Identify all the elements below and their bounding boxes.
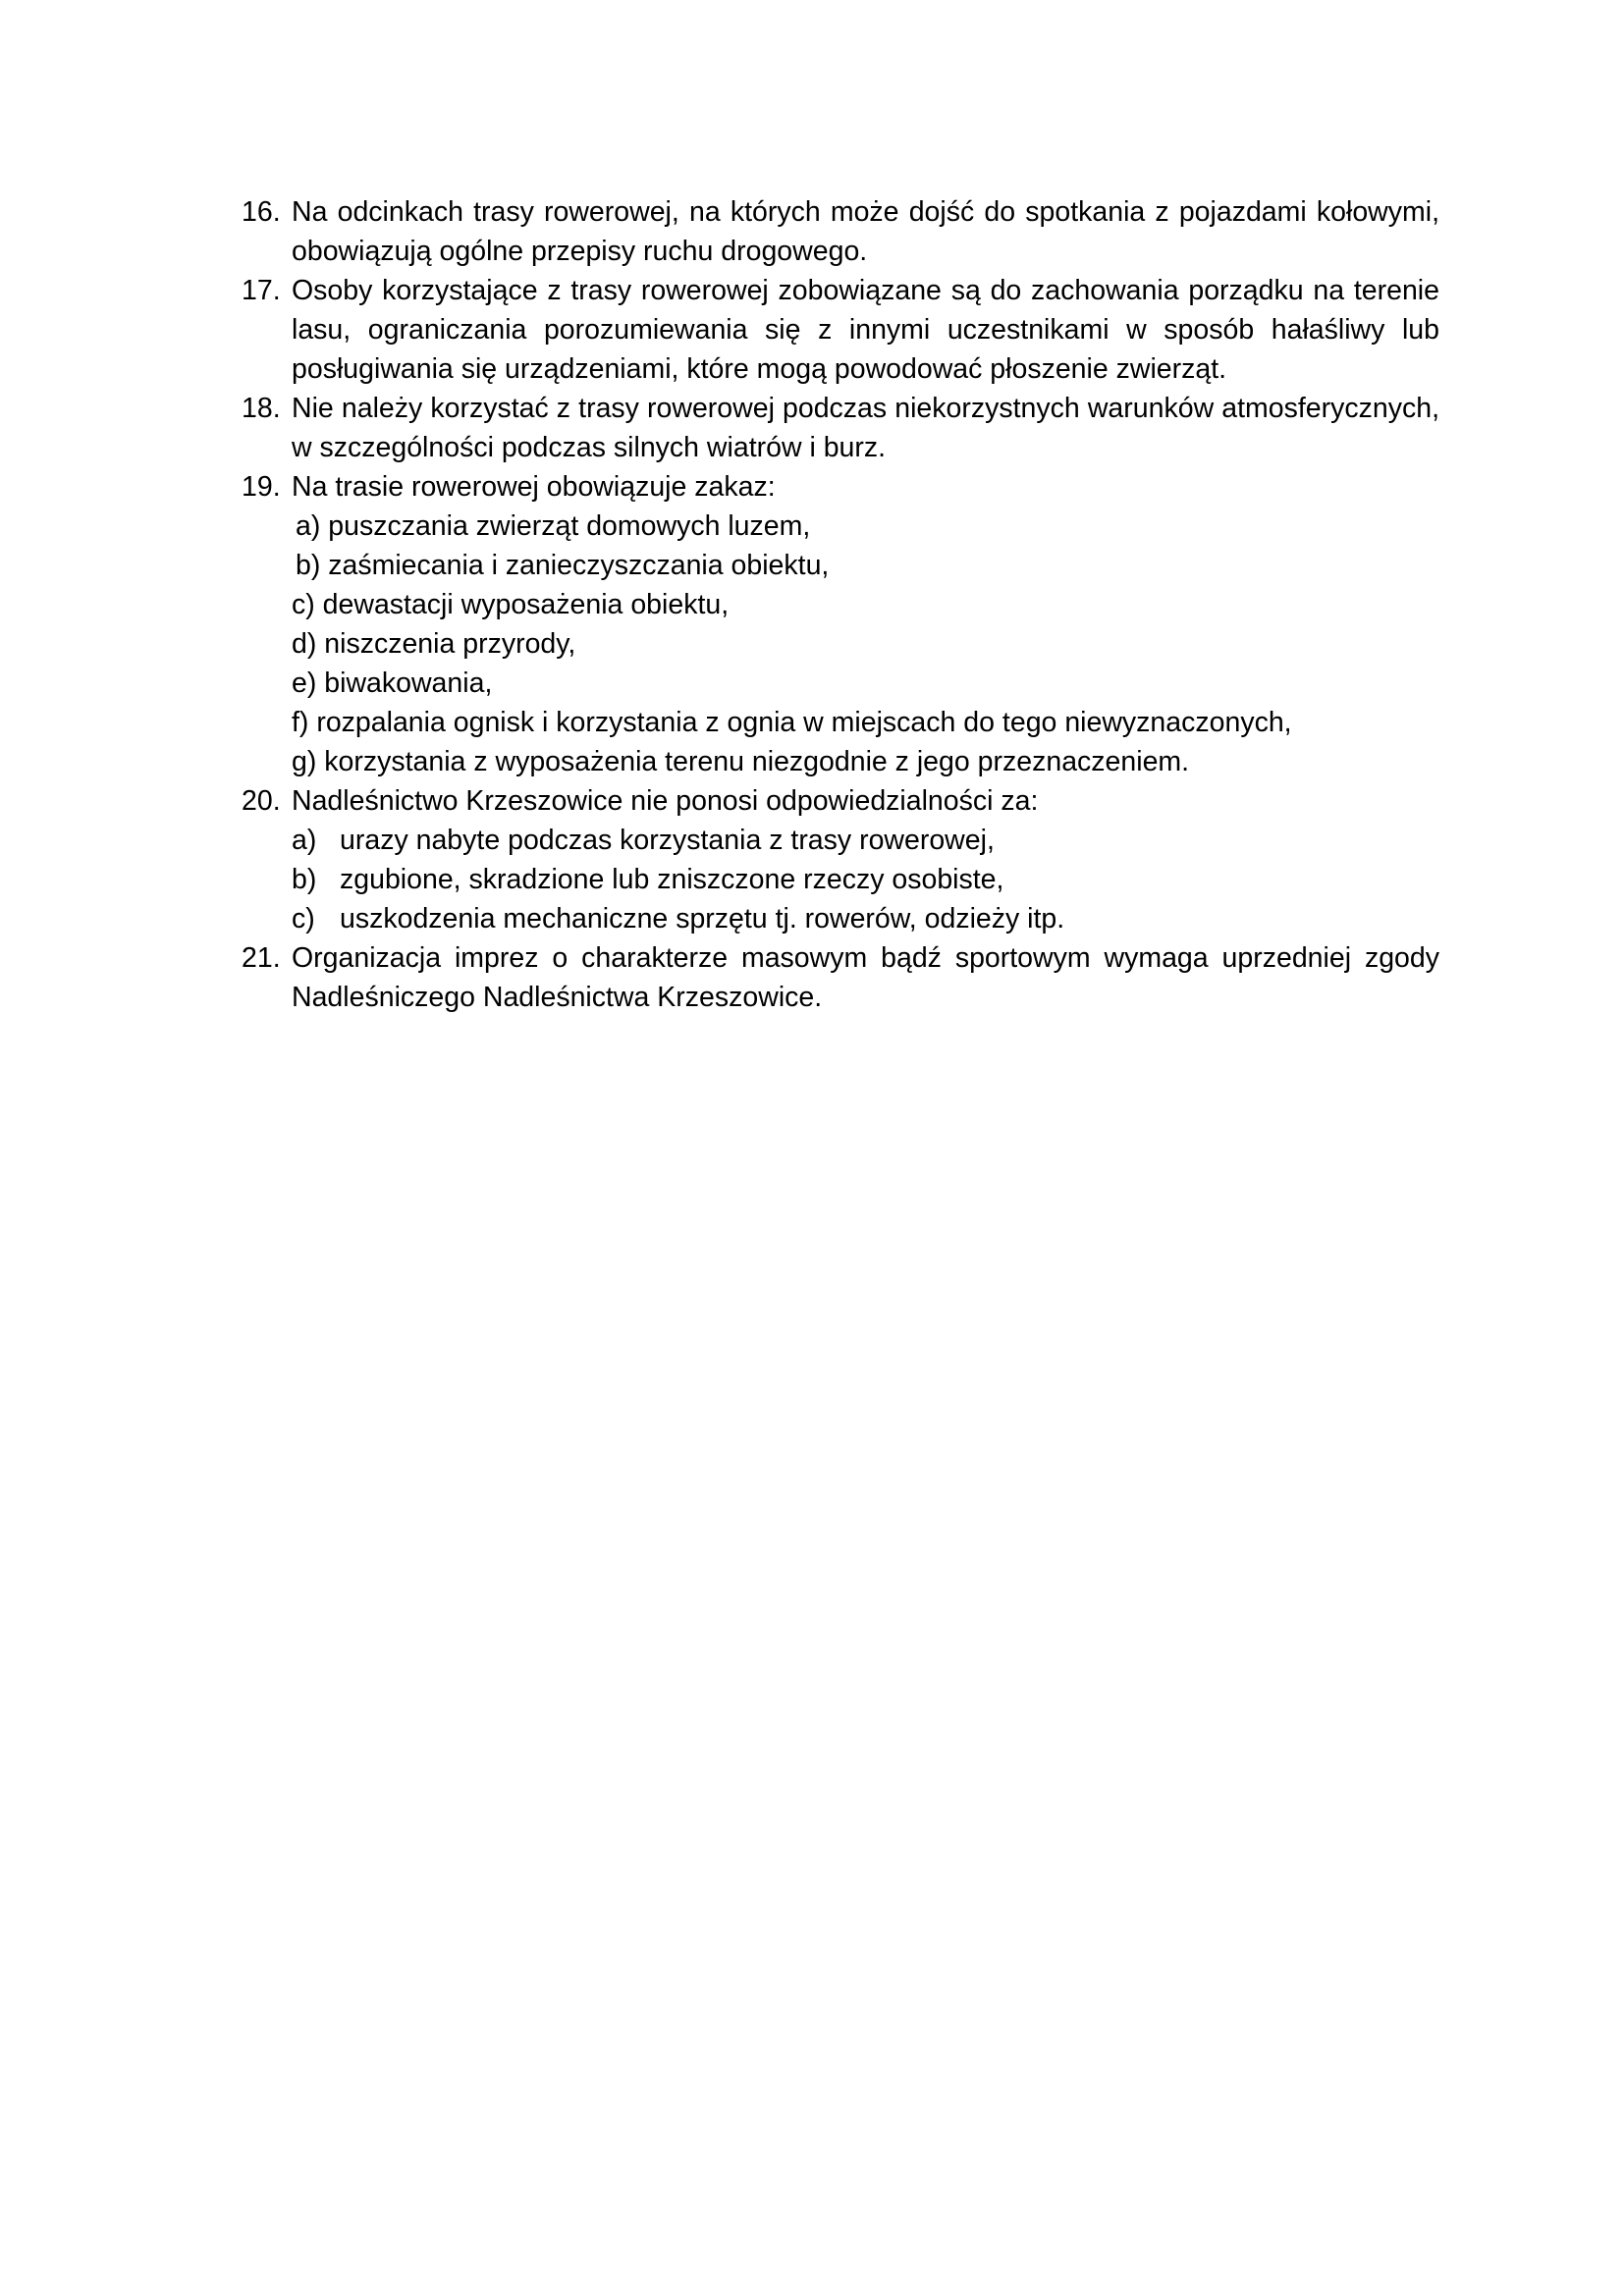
item-text: Na trasie rowerowej obowiązuje zakaz: [292,471,776,503]
sub-item [242,860,1439,899]
sub-item-text: uszkodzenia mechaniczne sprzętu tj. rowerów, odzieży itp. [340,903,1065,934]
item-number: 20. [242,785,281,817]
sub-item: d) niszczenia przyrody, [292,628,576,660]
list-item [242,467,1439,507]
item-number: 21. [242,942,281,974]
sub-item-letter: b) [292,864,317,895]
sub-item [242,899,1439,938]
sub-item: f) rozpalania ognisk i korzystania z ognia w miejscach do tego niewyznaczonych, [292,707,1292,738]
item-number: 16. [242,196,281,228]
sub-item-letter: c) [292,903,315,934]
list-item [242,938,1439,1017]
sub-item: c) dewastacji wyposażenia obiektu, [292,589,730,620]
sub-item-text: zgubione, skradzione lub zniszczone rzeczy osobiste, [340,864,1004,895]
item-number: 17. [242,275,281,306]
item-text: Osoby korzystające z trasy rowerowej zobowiązane są do zachowania porządku na terenie lasu, ograniczania porozumiewania się z innymi uczestnikami w sposób hałaśliwy lub posługiwania się urządzeniami, które mogą powodować płoszenie zwierząt. [292,275,1439,385]
sub-item: a) puszczania zwierząt domowych luzem, [296,510,811,542]
list-item [242,389,1439,467]
sub-item: e) biwakowania, [292,667,493,699]
list-item [242,781,1439,821]
sub-item-text: urazy nabyte podczas korzystania z trasy rowerowej, [340,825,995,856]
list-item [242,271,1439,389]
sub-item: b) zaśmiecania i zanieczyszczania obiektu, [296,550,830,581]
item-number: 18. [242,393,281,424]
regulations-list [242,192,1439,1017]
item-number: 19. [242,471,281,503]
item-text: Nadleśnictwo Krzeszowice nie ponosi odpowiedzialności za: [292,785,1039,817]
sub-item: g) korzystania z wyposażenia terenu niezgodnie z jego przeznaczeniem. [292,746,1190,777]
list-item [242,192,1439,271]
sub-item-letter: a) [292,825,317,856]
item-text: Nie należy korzystać z trasy rowerowej podczas niekorzystnych warunków atmosferycznych, w szczególności podczas silnych wiatrów i burz. [292,393,1439,463]
sub-item [242,821,1439,860]
item-text: Organizacja imprez o charakterze masowym bądź sportowym wymaga uprzedniej zgody Nadleśniczego Nadleśnictwa Krzeszowice. [292,942,1439,1013]
item-text: Na odcinkach trasy rowerowej, na których może dojść do spotkania z pojazdami kołowymi, obowiązują ogólne przepisy ruchu drogowego. [292,196,1439,267]
